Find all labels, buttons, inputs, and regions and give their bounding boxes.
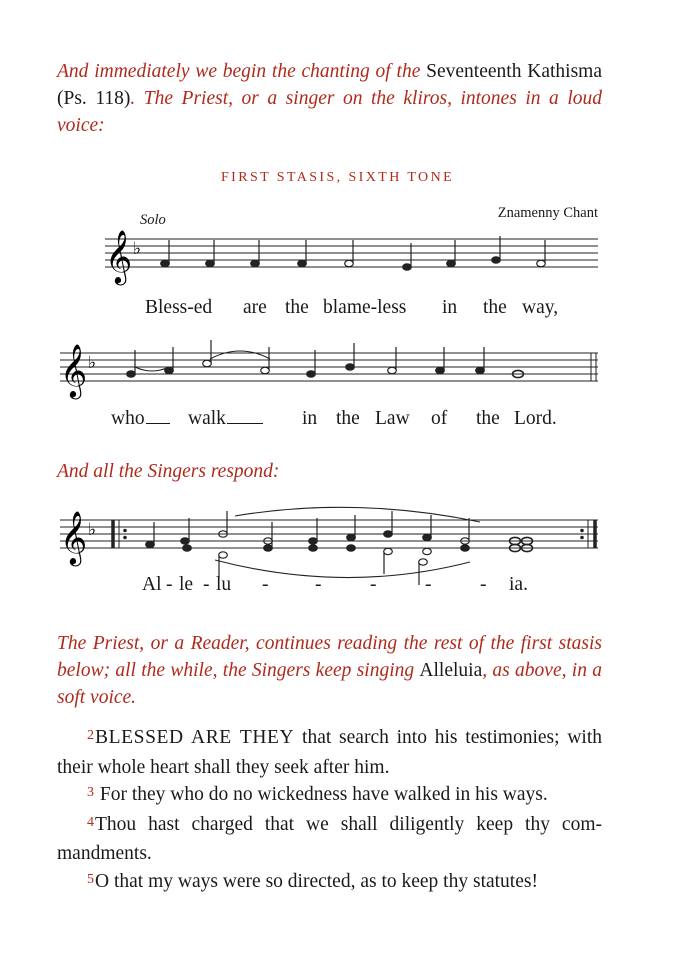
lyric-3-5: lu <box>216 574 232 595</box>
verse-number: 4 <box>87 814 94 830</box>
verse-3 <box>57 781 602 811</box>
lyric-2-5: Law <box>375 408 410 429</box>
singers-rubric <box>57 458 602 485</box>
verse-2 <box>57 724 602 781</box>
instruction-text-1: The Priest, or a Reader, continues reading the rest of the first stasis below; all the while, the Singers keep singing <box>57 633 602 681</box>
lyric-1-2: are <box>243 297 267 318</box>
lyric-2-1: who <box>111 408 170 430</box>
lyric-2-4: the <box>336 408 360 429</box>
verse-number: 3 <box>87 785 94 800</box>
intro-text-2: . The Priest, or a singer on the kliros, intones in a loud voice: <box>57 88 602 136</box>
staff-2 <box>55 337 605 402</box>
verse-5 <box>57 868 602 898</box>
lyric-1-7: way, <box>522 297 559 318</box>
lyric-3-7: - <box>315 574 322 595</box>
lyric-3-8: - <box>370 574 377 595</box>
staff-2-notes <box>127 340 524 378</box>
verse-text: For they who do no wickedness have walked in his ways. <box>95 784 548 805</box>
instruction-rubric <box>57 630 602 711</box>
treble-clef-icon: 𝄞 <box>60 510 88 564</box>
intro-text-1: And immediately we begin the chanting of the <box>57 61 427 82</box>
psalm-verses <box>57 724 602 897</box>
lyric-2-3: in <box>302 408 318 429</box>
solo-label: Solo <box>140 212 166 228</box>
lyric-3-9: - <box>425 574 432 595</box>
slur <box>215 560 470 578</box>
verse-text: O that my ways were so directed, as to keep thy statutes! <box>95 870 538 892</box>
lyric-3-1: Al <box>142 574 162 595</box>
singers-respond-text: And all the Singers respond: <box>57 461 280 482</box>
chant-label: Znamenny Chant <box>497 205 598 221</box>
verse-number: 2 <box>87 728 94 743</box>
flat-icon: ♭ <box>88 520 97 540</box>
lyric-1-3: the <box>285 297 309 318</box>
lyric-3-6: - <box>262 574 269 595</box>
treble-clef-icon: 𝄞 <box>105 229 133 283</box>
lyric-1-1: Bless-ed <box>145 297 213 318</box>
lyric-3-2: - <box>166 574 173 595</box>
flat-icon: ♭ <box>133 239 142 259</box>
lyric-1-4: blame-less <box>323 297 407 318</box>
instruction-text-2: , as above, in a soft voice. <box>57 660 602 708</box>
slur <box>135 367 169 371</box>
verse-4 <box>57 811 602 868</box>
lyric-3-10: - <box>480 574 487 595</box>
lyric-1-6: the <box>483 297 507 318</box>
lyric-2-2: walk <box>188 408 263 430</box>
psalm-reference: Seventeenth Kathisma (Ps. 118) <box>57 61 602 109</box>
lyric-3-11: ia. <box>509 574 528 595</box>
verse-initial-caps: BLESSED ARE THEY <box>95 727 295 748</box>
stasis-heading: FIRST STASIS, SIXTH TONE <box>220 170 455 185</box>
lyric-1-5: in <box>442 297 458 318</box>
lyric-2-7: the <box>476 408 500 429</box>
intro-rubric <box>57 58 602 139</box>
treble-clef-icon: 𝄞 <box>60 343 88 397</box>
lyric-3-3: le <box>179 574 194 595</box>
lyric-2-6: of <box>431 408 448 429</box>
lyric-2-8: Lord. <box>514 408 557 429</box>
slur <box>210 351 270 359</box>
lyric-3-4: - <box>203 574 210 595</box>
verse-text: that search into his testimonies; with their whole heart shall they seek after him. <box>57 727 603 778</box>
alleluia-word: Alleluia <box>419 660 483 681</box>
staff-1 <box>95 228 605 288</box>
flat-icon: ♭ <box>88 353 97 373</box>
verse-number: 5 <box>87 871 94 887</box>
verse-text: Thou hast charged that we shall diligently keep thy com-mandments. <box>57 813 602 864</box>
